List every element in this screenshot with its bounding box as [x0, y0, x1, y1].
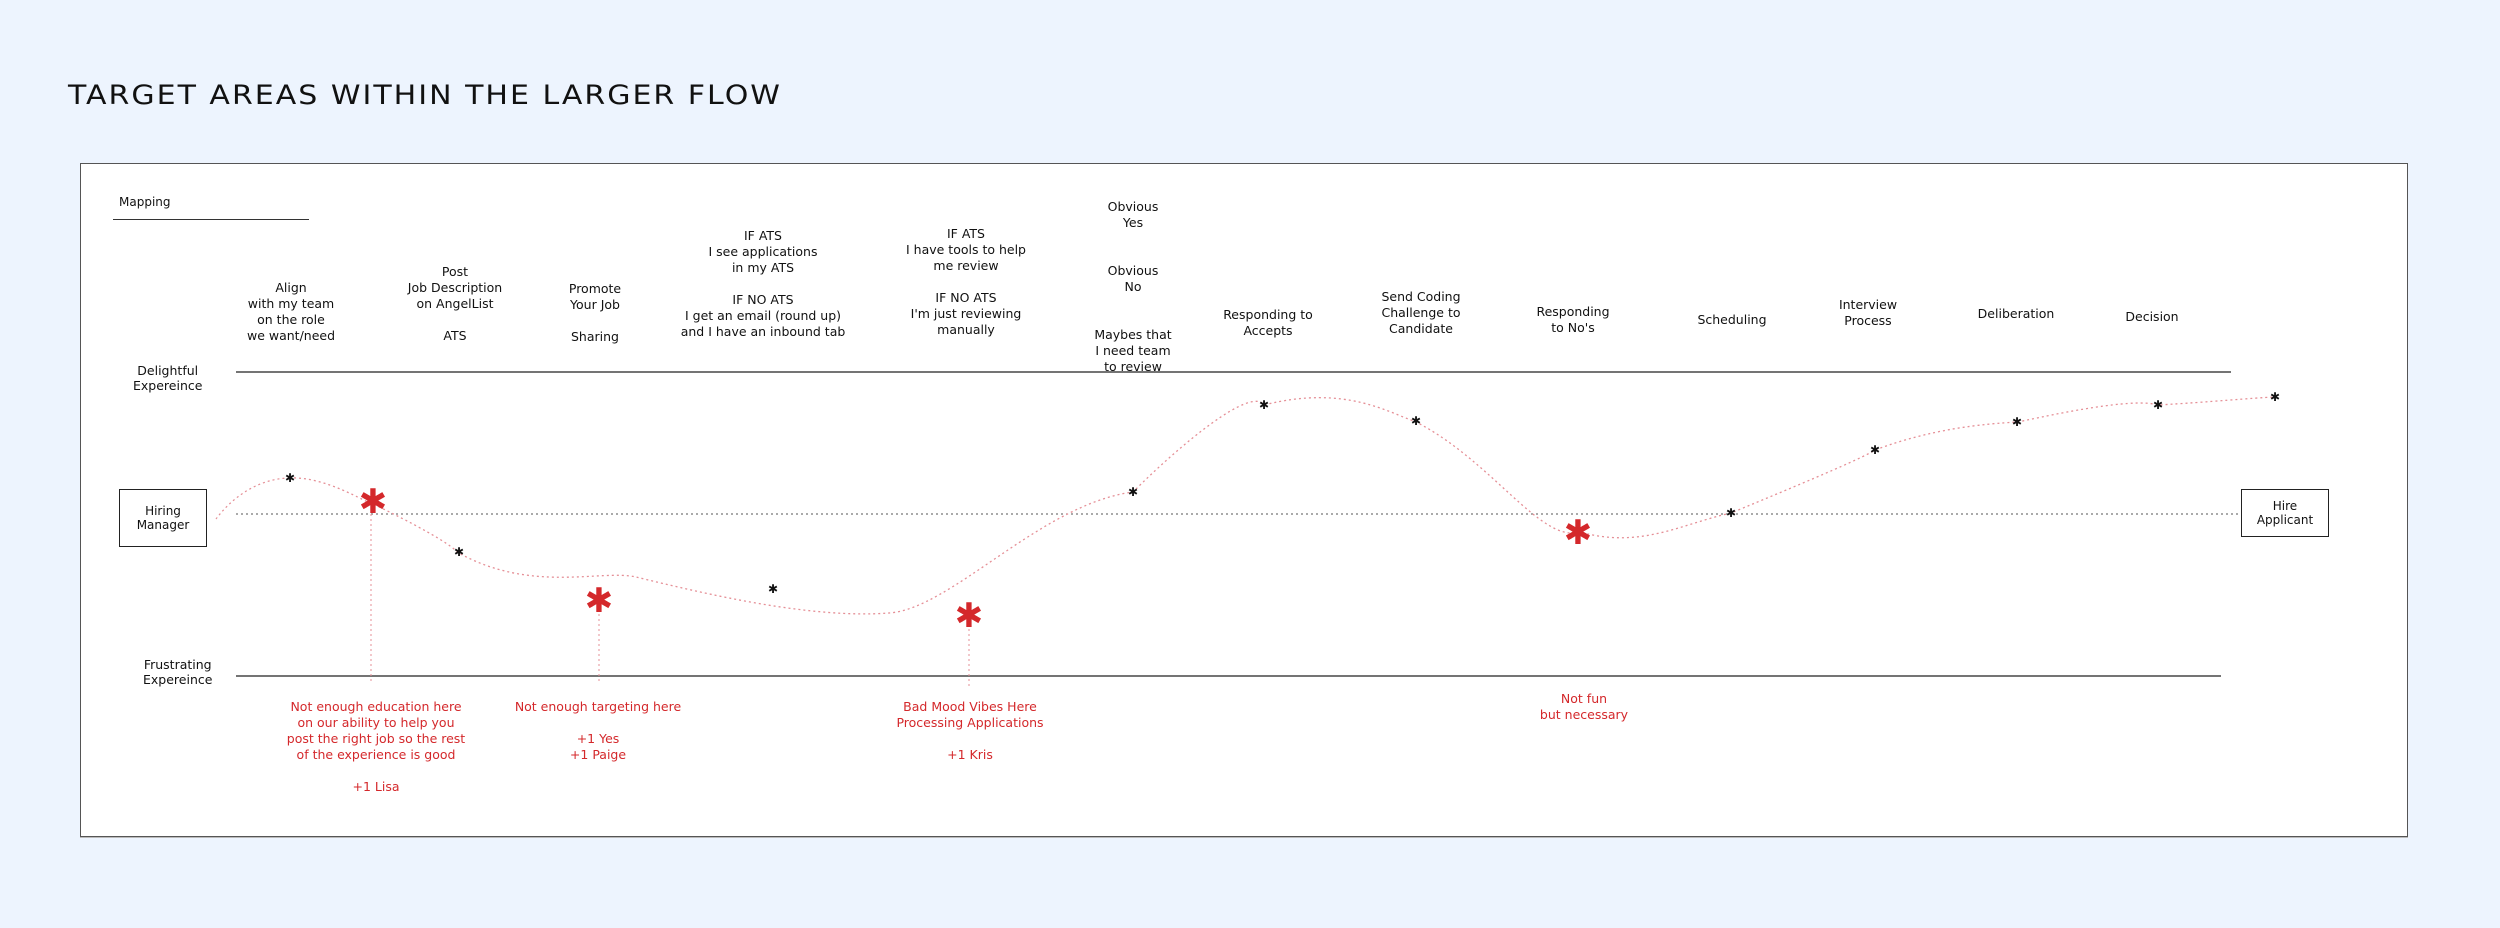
- point-star-6: ✱: [1410, 414, 1422, 428]
- pain-note-not-fun: Not fun but necessary: [1539, 691, 1629, 722]
- point-star-4: ✱: [1127, 485, 1139, 499]
- point-star-11: ✱: [2269, 390, 2281, 404]
- point-star-8: ✱: [1869, 443, 1881, 457]
- step-label-align: Align with my team on the role we want/need: [246, 280, 336, 343]
- step-label-interview: Interview Process: [1838, 297, 1898, 328]
- pain-star-1: ✱: [358, 482, 388, 522]
- step-label-decision: Decision: [2125, 309, 2179, 324]
- step-label-review: IF ATS I have tools to help me review IF NO ATS I'm just reviewing manually: [905, 226, 1027, 337]
- point-star-1: ✱: [284, 471, 296, 485]
- step-label-applications: IF ATS I see applications in my ATS IF NO ATS I get an email (round up) and I have an inbound tab: [680, 228, 846, 339]
- page-title: TARGET AREAS WITHIN THE LARGER FLOW: [68, 79, 782, 112]
- pain-star-2: ✱: [584, 581, 614, 621]
- delightful-axis-label: Delightful Expereince: [133, 363, 203, 393]
- journey-map-board: [80, 163, 2408, 837]
- step-label-responding-accepts: Responding to Accepts: [1223, 307, 1313, 338]
- pain-note-education: Not enough education here on our ability to help you post the right job so the rest of the experience is good +1 Lisa: [286, 699, 466, 794]
- point-star-7: ✱: [1725, 506, 1737, 520]
- frustrating-axis-label: Frustrating Expereince: [143, 657, 213, 687]
- point-star-3: ✱: [767, 582, 779, 596]
- pain-note-bad-mood: Bad Mood Vibes Here Processing Applications +1 Kris: [896, 699, 1044, 762]
- end-box-hire-applicant: Hire Applicant: [2241, 489, 2329, 537]
- step-label-post-job: Post Job Description on AngelList ATS: [407, 264, 503, 343]
- pain-star-3: ✱: [954, 596, 984, 636]
- step-label-triage: Obvious Yes Obvious No Maybes that I need team to review: [1094, 199, 1172, 374]
- start-connector: [216, 478, 289, 519]
- start-box-hiring-manager: Hiring Manager: [119, 489, 207, 547]
- mapping-label: Mapping: [119, 195, 171, 209]
- point-star-2: ✱: [453, 545, 465, 559]
- pain-star-4: ✱: [1563, 513, 1593, 553]
- point-star-10: ✱: [2152, 398, 2164, 412]
- step-label-scheduling: Scheduling: [1697, 312, 1767, 327]
- step-label-promote: Promote Your Job Sharing: [568, 281, 622, 344]
- pain-note-targeting: Not enough targeting here +1 Yes +1 Paige: [514, 699, 682, 762]
- mapping-underline: [113, 219, 309, 220]
- step-label-coding-challenge: Send Coding Challenge to Candidate: [1381, 289, 1461, 336]
- point-star-5: ✱: [1258, 398, 1270, 412]
- step-label-deliberation: Deliberation: [1977, 306, 2055, 321]
- point-star-9: ✱: [2011, 415, 2023, 429]
- step-label-responding-nos: Responding to No's: [1536, 304, 1610, 335]
